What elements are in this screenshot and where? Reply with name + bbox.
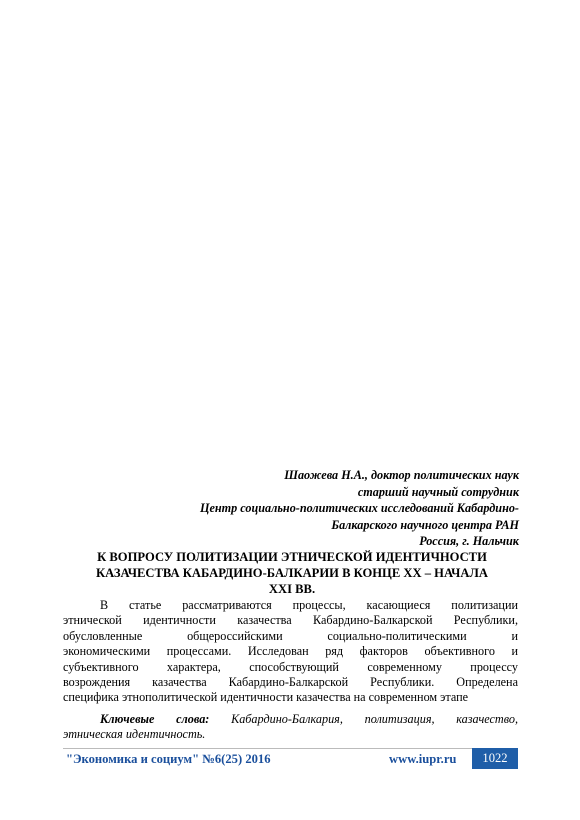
author-location-line: Россия, г. Нальчик bbox=[419, 534, 519, 548]
keywords bbox=[63, 712, 518, 743]
abstract-line: субъективного характера, способствующий современному процессу bbox=[63, 659, 518, 674]
author-position-line: старший научный сотрудник bbox=[357, 484, 519, 499]
abstract-line: обусловленные общероссийскими социально-политическими и bbox=[63, 628, 518, 643]
page-number-badge: 1022 bbox=[472, 748, 518, 769]
abstract-line: этнической идентичности казачества Кабардино-Балкарской Республики, bbox=[63, 613, 518, 628]
footer-divider bbox=[63, 748, 518, 749]
footer-website-link[interactable]: www.iupr.ru bbox=[389, 752, 457, 766]
abstract-line: специфика этнополитической идентичности казачества на современном этапе bbox=[63, 690, 469, 705]
abstract-line: экономическими процессами. Исследован ряд факторов объективного и bbox=[63, 644, 518, 659]
keywords-label: Ключевые слова: bbox=[100, 712, 210, 726]
abstract-line: В статье рассматриваются процессы, касающиеся политизации bbox=[100, 598, 518, 612]
keywords-line: этническая идентичность. bbox=[63, 727, 206, 742]
abstract bbox=[63, 598, 518, 706]
title-line: К ВОПРОСУ ПОЛИТИЗАЦИИ ЭТНИЧЕСКОЙ ИДЕНТИЧНОСТИ bbox=[97, 550, 487, 564]
keywords-text: Кабардино-Балкария, политизация, казачество, bbox=[209, 712, 518, 726]
author-institution-line: Балкарского научного центра РАН bbox=[331, 517, 519, 532]
footer-journal-title: "Экономика и социум" №6(25) 2016 bbox=[66, 752, 271, 766]
title-line: XXI ВВ. bbox=[268, 582, 316, 596]
author-institution-line: Центр социально-политических исследований Кабардино- bbox=[199, 501, 519, 515]
author-affiliation bbox=[100, 467, 519, 550]
keywords-line bbox=[63, 712, 518, 727]
article-title bbox=[60, 549, 524, 597]
author-name-line: Шаожева Н.А., доктор политических наук bbox=[284, 468, 519, 482]
abstract-line: возрождения казачества Кабардино-Балкарской Республики. Определена bbox=[63, 674, 518, 689]
title-line: КАЗАЧЕСТВА КАБАРДИНО-БАЛКАРИИ В КОНЦЕ ХХ – НАЧАЛА bbox=[96, 566, 488, 580]
